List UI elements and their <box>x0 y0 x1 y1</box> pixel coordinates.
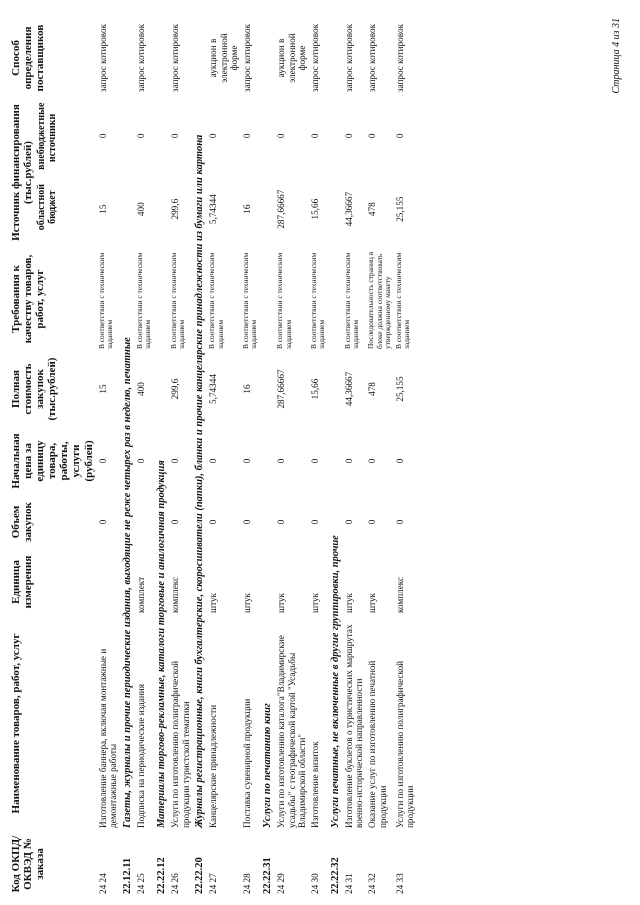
cell-unit: штук <box>208 592 219 613</box>
cell-source <box>207 99 241 246</box>
cell-source-regional: 15 <box>97 204 108 214</box>
cell-source-extra: 0 <box>169 133 180 139</box>
group-code: 22.22.31 <box>261 857 273 894</box>
cell-source-regional: 25,155 <box>394 196 405 222</box>
header-code: Код ОКПД/ ОКВЭД № заказа <box>10 835 47 893</box>
procurement-table <box>8 17 417 897</box>
cell-method: аукцион в электронной форме <box>276 33 308 83</box>
cell-code: 24 25 <box>135 873 146 894</box>
cell-source <box>275 99 309 246</box>
cell-price: 0 <box>97 458 108 464</box>
cell-code: 24 29 <box>276 873 287 894</box>
cell-unit: штук <box>309 592 320 613</box>
cell-source-extra: 0 <box>208 133 219 139</box>
cell-name: Оказание услуг по изготовлению печатной продукции <box>367 660 388 828</box>
cell-method: запрос котировок <box>241 23 252 93</box>
cell-source <box>366 99 394 246</box>
table-row <box>394 17 417 897</box>
table-row <box>309 17 328 897</box>
cell-source-extra: 0 <box>367 133 377 139</box>
header-source-regional: областной бюджет <box>36 183 59 231</box>
cell-code: 24 28 <box>241 873 252 894</box>
group-row <box>154 17 169 897</box>
cell-unit: комплекс <box>394 576 405 613</box>
group-row <box>260 17 275 897</box>
cell-source-regional: 5,74344 <box>208 194 219 225</box>
table-row <box>241 17 260 897</box>
cell-total: 287,66667 <box>276 369 287 409</box>
table-row <box>207 17 241 897</box>
cell-price: 0 <box>394 458 405 464</box>
cell-method: аукцион в электронной форме <box>208 33 240 83</box>
cell-method: запрос котировок <box>343 23 354 93</box>
cell-volume <box>135 496 154 548</box>
header-source-title: Источник финансирования (тыс.рублей) <box>10 104 35 241</box>
cell-unit: штук <box>241 592 252 613</box>
cell-price: 0 <box>343 458 354 464</box>
header-row <box>8 17 97 897</box>
cell-method: запрос котировок <box>309 23 320 93</box>
cell-method: запрос котировок <box>367 23 377 93</box>
group-title: Газеты, журналы и прочие периодические издания, выходящие не реже четырех раз в неделю, печатные <box>121 337 133 828</box>
cell-source-extra: 0 <box>343 133 354 139</box>
cell-source-extra: 0 <box>309 133 320 139</box>
group-row <box>120 17 135 897</box>
header-name: Наименование товаров, работ, услуг <box>10 633 22 814</box>
cell-source <box>241 99 260 246</box>
cell-name: Услуги по изготовлению каталога"Владимирские усадьбы" с географической картой "Усадьбы Владимирской области" <box>276 635 308 828</box>
cell-source-extra: 0 <box>394 133 405 139</box>
page-number: Страница 4 из 31 <box>611 18 622 94</box>
cell-source-regional: 478 <box>367 202 377 217</box>
cell-unit: штук <box>276 592 287 613</box>
cell-volume: 0 <box>97 519 108 525</box>
table-row <box>135 17 154 897</box>
table-row <box>343 17 366 897</box>
cell-volume: 0 <box>309 519 320 525</box>
header-volume: Объем закупок <box>10 502 35 542</box>
cell-code: 24 24 <box>97 873 108 894</box>
cell-requirements: В соответствии с техническим заданием <box>207 252 225 349</box>
header-unit: Единица измерения <box>10 555 35 609</box>
cell-name: Подписка на периодические издания <box>135 684 146 828</box>
cell-total: 15 <box>97 384 108 394</box>
cell-name: Услуги по изготовлению полиграфической продукции туристской тематики <box>169 660 191 828</box>
cell-unit: комплект <box>135 576 146 613</box>
cell-method: запрос котировок <box>394 23 405 93</box>
header-requirements: Требования к качеству товаров, работ, услуг <box>10 254 47 344</box>
cell-source-extra: 0 <box>135 133 146 139</box>
cell-source <box>169 99 192 246</box>
cell-name: Изготовление баннера, включая монтажные и демонтажные работы <box>97 648 119 828</box>
cell-price: 0 <box>241 458 252 464</box>
header-price: Начальная цена за единицу товара, работы, услуги (рублей) <box>10 433 95 489</box>
cell-source <box>394 99 417 246</box>
cell-method: запрос котировок <box>135 23 146 93</box>
cell-requirements: В соответствии с техническим заданием <box>393 252 412 349</box>
header-source-extra: внебюджетные источники <box>36 102 59 170</box>
cell-source-extra: 0 <box>97 133 108 139</box>
header-total: Полная стоимость закупок (тыс.рублей) <box>10 357 59 421</box>
cell-name: Изготовление визиток <box>309 741 320 828</box>
cell-source-regional: 287,66667 <box>276 189 287 229</box>
cell-volume: 0 <box>394 519 405 525</box>
cell-volume: 0 <box>169 519 180 525</box>
cell-source-regional: 16 <box>241 204 252 214</box>
group-code: 22.12.11 <box>121 857 133 894</box>
cell-source <box>309 99 328 246</box>
group-title: Услуги печатные, не включенные в другие группировки, прочие <box>329 535 341 828</box>
group-title: Материалы торгово-рекламные, каталоги торговые и аналогичная продукция <box>155 460 167 828</box>
cell-name: Изготовление буклетов о туристических маршрутах военно-исторической направленности <box>343 624 365 828</box>
cell-source-regional: 15,66 <box>309 198 320 220</box>
cell-total: 478 <box>367 382 377 396</box>
cell-requirements: В соответствии с техническим заданием <box>308 252 327 349</box>
cell-price: 0 <box>309 458 320 464</box>
cell-volume: 0 <box>208 519 219 525</box>
cell-total: 44,36667 <box>343 371 354 407</box>
cell-method: запрос котировок <box>97 23 108 93</box>
cell-price: 0 <box>276 458 287 464</box>
group-code: 22.22.12 <box>155 857 167 894</box>
cell-unit: комплекс <box>169 576 180 613</box>
table-row <box>366 17 394 897</box>
cell-source <box>135 99 154 246</box>
cell-code: 24 26 <box>169 873 180 894</box>
cell-name: Услуги по изготовлению полиграфической продукции <box>394 660 416 828</box>
group-title: Журналы регистрационные, книги бухгалтерские, скоросшиватели (папки), бланки и прочие канцелярские принадлежности из бумаги или картона <box>194 134 206 828</box>
cell-price: 0 <box>208 458 219 464</box>
table-row <box>169 17 192 897</box>
cell-volume: 0 <box>367 519 377 525</box>
cell-code: 24 27 <box>208 873 219 894</box>
cell-price: 0 <box>169 458 180 464</box>
cell-price: 0 <box>135 458 146 464</box>
header-source <box>8 99 97 246</box>
group-code: 22.22.32 <box>329 857 341 894</box>
cell-name: Поставка сувенирной продукции <box>241 698 252 828</box>
group-title: Услуги по печатанию книг <box>261 703 273 828</box>
table-row <box>97 17 120 897</box>
cell-volume: 0 <box>343 519 354 525</box>
cell-total: 25,155 <box>394 376 405 402</box>
cell-total: 15,66 <box>309 378 320 400</box>
cell-unit: штук <box>343 592 354 613</box>
cell-price: 0 <box>367 458 377 464</box>
cell-source-regional: 299,6 <box>169 198 180 220</box>
header-method: Способ определения поставщиков <box>10 24 47 92</box>
group-row <box>192 17 207 897</box>
cell-total: 299,6 <box>169 378 180 400</box>
cell-requirements: В соответствии с техническим заданием <box>96 252 115 349</box>
cell-requirements: В соответствии с техническим заданием <box>168 252 187 349</box>
cell-total: 5,74344 <box>208 374 219 404</box>
cell-code: 24 33 <box>394 873 405 894</box>
group-row <box>328 17 343 897</box>
cell-volume: 0 <box>241 519 252 525</box>
cell-volume: 0 <box>276 519 287 525</box>
cell-requirements: Последовательность страниц в блоке должна соответствовать утвержденному макету <box>366 251 393 349</box>
cell-source <box>343 99 366 246</box>
cell-requirements: В соответствии с техническим заданием <box>275 252 293 349</box>
cell-code: 24 30 <box>309 873 320 894</box>
table-body <box>97 17 417 897</box>
cell-source-regional: 44,36667 <box>343 191 354 227</box>
cell-total: 400 <box>135 382 146 396</box>
table-row <box>275 17 309 897</box>
cell-source-extra: 0 <box>241 133 252 139</box>
cell-source <box>97 99 120 246</box>
cell-requirements: В соответствии с техническим заданием <box>134 252 153 349</box>
cell-unit <box>97 548 120 616</box>
cell-source-extra: 0 <box>276 133 287 139</box>
cell-unit: штук <box>367 592 377 613</box>
cell-requirements: В соответствии с техническим заданием <box>240 252 259 349</box>
cell-requirements: В соответствии с техническим заданием <box>342 252 361 349</box>
cell-name: Канцелярские принадлежности <box>208 704 219 828</box>
cell-source-regional: 400 <box>135 202 146 217</box>
cell-code: 24 32 <box>367 873 377 894</box>
cell-code: 24 31 <box>343 873 354 894</box>
cell-method: запрос котировок <box>169 23 180 93</box>
cell-total: 16 <box>241 384 252 394</box>
group-code: 22.22.20 <box>194 857 206 894</box>
